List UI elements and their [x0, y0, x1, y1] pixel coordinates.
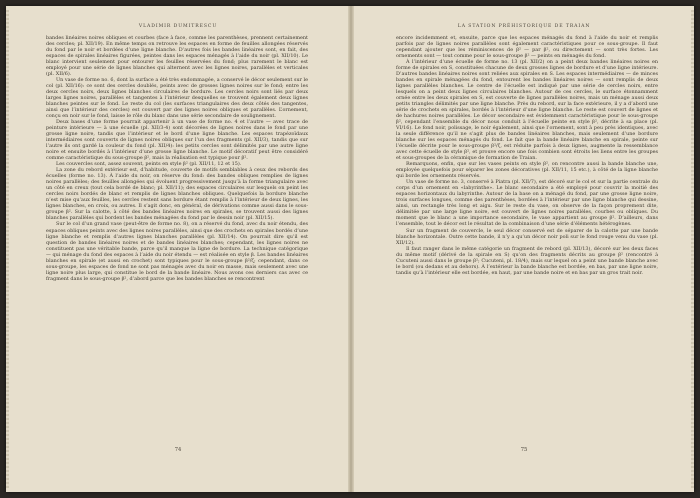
left-paragraph: Sur le col d’un grand vase (peut-être de forme no. 8), on a réservé du fond, avec du noir étendu, des espaces obliques peints avec des lignes noires parallèles, ainsi que des crochets en spirales bordés d’une ligne blanche et remplis d’autres lignes blanches parallèles (pl. XII/14). On pourrait dire qu’il est question de bandes linéaires noires et de bandes linéaires blanches; cependant, les lignes noires ne constituent pas une véritable bande, parce qu’il manque la ligne de bordure. La technique catégorique — qui ménage du fond des espaces à l’aide du noir étendu — est réalisée en style β. Les bandes linéaires blanches en spirale (et aussi en crochet) sont typiques pour le sous-groupe β²/ζ; cependant, dans ce sous-groupe, les espaces de fond ne sont pas ménagés avec du noir en masse, mais seulement avec une ligne noire plus large, qui constitue le bord de la bande linéaire. Nous avons ces derniers cas avec ce fragment dans le sous-groupe β², d’abord parce que les bandes blanches se rencontrent: [46, 221, 308, 282]
right-running-head: LA STATION PRÉHISTORIQUE DE TRAIAN: [457, 24, 591, 29]
right-paragraph: Sur un fragment de couvercle, le seul décor conservé est de séparer de la calotte par une bande blanche horizontale. Outre cette bande, il n’y a qu’un décor noir poli sur le fond rouge venu du vase (pl. XII/12).: [396, 227, 658, 246]
right-paragraph: Il faut ranger dans le même catégorie un fragment de rebord (pl. XII/13), décoré sur les deux faces du même motif (dérivé de la spirale en S) qu’on des fragments décrits au groupe β² (rencontré à Cucuteni aussi dans le groupe β²; Cucuteni, pl. 18/4), mais sur lequel on a peint une bande blanche avec le bord (ou dedans et au dehors). À l’extérieur la bande blanche est bordée, en bas, par une ligne noire, tandis qu’à l’intérieur elle est bordée, en haut, par une bande noire et en bas par un gros trait noir.: [396, 245, 658, 276]
right-page-text: [396, 35, 658, 276]
right-paragraph: encore incidemment et, ensuite, parce que les espaces ménagés du fond à l’aide du noir et remplis parfois par de lignes noires parallèles sont également caractéristiques pour ce sous-groupe. Il faut cependant ajouter que les réminiscences de β² — par β², ou directement — sont très fortes. Les ornements sont — tout comme pour le sous-groupe β² — peints en ménagés du fond.: [396, 35, 658, 60]
left-page-edge: [6, 10, 9, 488]
left-page-text: [46, 35, 308, 282]
right-page: [356, 6, 692, 492]
book-spread: [6, 6, 694, 492]
left-paragraph: Un vase de forme no. 6, dont la surface a été très endommagée, a conservé le décor seulement sur le col (pl. XII/16): ce sont des cercles doublés, peints avec de grosses lignes noires sur le fond; entre les deux cercles noirs, deux lignes blanches circulaires de bordure. Les cercles noirs sont liés par deux larges lignes noires, parallèles et tangentes à l’intérieur desquelles se trouvent également deux lignes blanches peintes sur le fond. Le reste du col (les surfaces triangulaires des deux côtés des tangentes, ainsi que l’intérieur des cercles) est couvert par des lignes noires obliques et parallèles. L’ornement, conçu en noir sur le fond, laisse le rôle du blanc dans une série secondaire de soulignement.: [46, 77, 308, 120]
left-page: [10, 6, 346, 492]
left-paragraph: Deux bases d’une forme pourrait appartenir à un vase de forme no. 4 et l’autre — avec trace de peinture intérieure — à une écuelle (pl. XII/3-4) sont décorées de lignes noires dans le fond par une grosse ligne noire, tandis que l’intérieur et le bord d’une ligne blanche. Les espaces trapézoïdaux intermédiaires sont couverts de lignes noires obliques sur l’un des fragments (pl. XII/3), tandis que sur l’autre ils ont gardé la couleur du fond (pl. XII/4): les petits cercles sont délimités par une autre ligne noire et ensuite bordés à l’intérieur d’une grosse ligne blanche. Le motif décoratif peut être considéré comme caractéristique du sous-groupe β², mais la réalisation est typique pour β².: [46, 119, 308, 162]
left-paragraph: bandes linéaires noires obliques et courbes (face à face, comme les parenthèses, prennent certainement des cercles; pl. XII/19). En même temps on retrouve les espaces en forme de feuilles allongées réservés du fond par le noir et bordées d’une ligne blanche. D’autres fois les bandes linéaires sont, en fait, des espaces de spirales linéaires figurées, peintes dans les espaces ménagés à l’aide du noir (pl. XII/10). Le blanc intervient seulement pour entourer les feuilles réservées du fond; plus rarement le blanc est employé pour une série de lignes blanches qui alternent avec les lignes noires, parallèles et verticales (pl. XII/6).: [46, 35, 308, 78]
right-paragraph: Un vase de forme no. 3, conservé à Piatra (pl. XII/7), est décoré sur le col et sur la partie centrale du corps d’un ornement en «labyrinthe». Le blanc secondaire a été employé pour couvrir la moitié des espaces horizontaux du labyrinthe. Autour de la base on a ménagé du fond, par une grosse ligne noire, trois surfaces longues, comme des parenthèses, bordées à l’intérieur par une ligne blanche qui dessine, ainsi, un rectangle très long et aigu. Sur le reste du vase, on observe de la façon proprement dite, délimitée par une large ligne noire, est couvert de lignes noires parallèles, courbes ou obliques. Du moment que le blanc a une importance secondaire, le vase appartient au groupe β². D’ailleurs, dans l’ensemble, tout le décor est le résultat de la combinaison d’une série d’éléments hétérogènes.: [396, 179, 658, 228]
right-paragraph: Remarquons, enfin, que sur les vases peints en style β², on rencontre aussi la bande blanche une, employée quelquefois pour séparer les zones décoratives (pl. XII/11, 15 etc.), à côté de la ligne blanche qui borde les ornements réservés.: [396, 161, 658, 180]
left-page-number: 74: [174, 447, 182, 453]
right-page-number: 75: [520, 447, 528, 453]
left-paragraph: La zone du rebord extérieur est, d’habitude, couverte de motifs semblables à ceux des rebords des écuelles (forme no. 13). À l’aide du noir, on réserve du fond: des bandes obliques remplies de lignes noires parallèles; des feuilles allongées qui évoluent progressivement jusqu’à la forme triangulaire avec un côté en creux (tout cela bordé de blanc; pl. XII/11); des espaces circulaires sur lesquels on peint les cercles noirs bordés de blanc et remplis de lignes blanches obliques. Quelquefois la bordure blanche n’est mise qu’aux feuilles, les cercles restent sans bordure étant remplis à l’intérieur de deux lignes, les lignes blanches, en croix, ou autres. Il s’agit donc, en général, de dérivations comme aussi dans le sous-groupe β². Sur la calotte, à côté des bandes linéaires noires en spirales, se trouvent aussi des lignes blanches parallèles qui bordent les bandes ménagées du fond par le dessin noir (pl. XII/15).: [46, 167, 308, 222]
book-gutter: [348, 6, 354, 492]
left-paragraph: Les couvercles sont, assez souvent, peints en style β² (pl. XII/11, 12 et 15).: [56, 161, 242, 168]
left-running-head: VLADIMIR DUMITRESCU: [138, 24, 218, 29]
right-paragraph: À l’intérieur d’une écuelle de forme no. 13 (pl. XII/2) on a peint deux bandes linéaires noires en forme de spirales en S, constituées chacune de deux grosses lignes de bordure et d’une ligne intérieure. D’autres bandes linéaires noires sont reliées aux spirales en S. Les espaces intermédiaires — de minces bandes en spirale ménagées du fond, entourent les bandes linéaires noires — sont remplis de deux lignes parallèles blanches. Le centre de l’écuelle est indiqué par une série de cercles noirs, entre lesquels on a peint deux lignes circulaires blanches. Autour de ces cercles, le surface étonnamment ornée entre les deux spirales en S, est couverte de lignes parallèles noires, mais un ménage aussi deux petits triangles délimités par une ligne blanche. Près du rebord, sur la face extérieure, il y a d’abord une série de crochets en spirales, bordés à l’intérieur d’une ligne blanche. Le reste est couvert de lignes et de hachures noires parallèles. Le décor secondaire est évidemment caractéristique pour le sous-groupe β², cependant l’ensemble du décor nous conduit à l’écuelle peinte en style β², décrite à sa place (pl. VI/16). Le fond noir, polissage, le noir également, ainsi que l’ornement, sont à peu près identiques, avec la seule différence qu’il ne s’agit plus de bandes linéaires blanches, mais seulement d’une bordure blanche sur les espaces ménagés du fond. Le fait que la bande linéaire blanche en spirale, peinte sur l’écuelle décrite pour le sous-groupe β²/ζ, est réduite parfois à deux lignes, augmente la ressemblance avec cette écuelle de style β², et prouve encore une fois combien sont étroits les liens entre les groupes et sous-groupes de la céramique de formation de Traian.: [396, 59, 658, 162]
